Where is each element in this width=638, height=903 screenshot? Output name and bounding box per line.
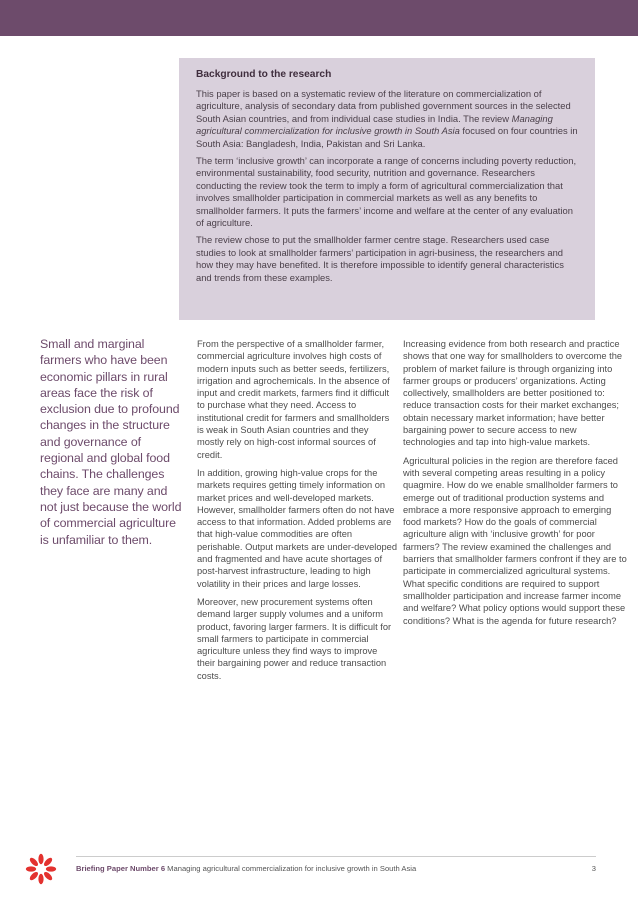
column-1-paragraph-3: Moreover, new procurement systems often demand larger supply volumes and a uniform product, favoring larger farmers. It is difficult for small farmers to participate in commercial agriculture unless they find ways to improve their bargaining power and reduce transaction costs. bbox=[197, 596, 392, 681]
background-box bbox=[179, 58, 595, 320]
page-number: 3 bbox=[591, 864, 596, 873]
body-column-2 bbox=[403, 338, 628, 633]
header-bar bbox=[0, 0, 638, 36]
column-1-paragraph-1: From the perspective of a smallholder farmer, commercial agriculture involves high costs of modern inputs such as better seeds, fertilizers, irrigation and agrochemicals. In the absence of input and credit markets, farmers find it difficult to purchase what they need. Access to institutional credit for farmers and smallholders is weak in South Asian countries and they mostly rely on high-cost informal sources of credit. bbox=[197, 339, 390, 460]
footer-title: Managing agricultural commercialization for inclusive growth in South Asia bbox=[167, 864, 417, 873]
briefing-paper-label: Briefing Paper Number 6 bbox=[76, 864, 166, 873]
column-2-paragraph-2: Agricultural policies in the region are therefore faced with several competing areas resulting in a policy quagmire. How do we enable smallholder farmers to emerge out of traditional production systems and embrace a more responsive approach to emerging food markets? How do the goals of commercial agriculture align with ‘inclusive growth’ for poor farmers? The review examined the challenges and barriers that smallholder farmers confront if they are to participate in commercialized agricultural systems. What specific conditions are required to support smallholder participation and increase farmer income and welfare? What policy options would support these conditions? What is the agenda for future research? bbox=[403, 455, 627, 626]
background-paragraph-1-text-a: This paper is based on a systematic review of the literature on commercialization of agriculture, analysis of secondary data from published government sources in the selected South Asian countries, and from individual case studies in India. The review bbox=[196, 88, 571, 124]
background-paragraph-1-text-b: focused on four countries in South Asia: Bangladesh, India, Pakistan and Sri Lanka. bbox=[196, 125, 578, 149]
background-paragraph-3: The review chose to put the smallholder farmer centre stage. Researchers used case studies to look at smallholder farmers’ participation in agri-business, the researchers and how they may have benefited. It is therefore impossible to identify general characteristics and trends from these examples. bbox=[196, 234, 564, 283]
pull-quote: Small and marginal farmers who have been economic pillars in rural areas face the risk of exclusion due to profound changes in the structure and governance of regional and global food chains. The challenges they face are many and not just because the world of commercial agriculture is unfamiliar to them. bbox=[40, 337, 182, 547]
body-column-1 bbox=[197, 338, 397, 688]
red-flower-icon bbox=[24, 852, 58, 886]
background-box-title: Background to the research bbox=[196, 69, 332, 80]
column-1-paragraph-2: In addition, growing high-value crops for the markets requires getting timely information on market prices and well-developed markets. However, smallholder farmers often do not have access to that information. Added problems are that high-value commodities are often perishable. Output markets are under-developed and fragmented and have acute shortages of post-harvest infrastructure, leading to high volatility in their prices and large losses. bbox=[197, 467, 398, 589]
background-paragraph-1 bbox=[196, 88, 581, 150]
background-paragraph-2: The term ‘inclusive growth’ can incorporate a range of concerns including poverty reduction, environmental sustainability, food security, nutrition and governance. Researchers conducting the review took the term to imply a form of agricultural commercialization that involves smallholder participation in commercial markets as well as any benefits to smallholder farmers. It puts the farmers’ income and welfare at the center of any evaluation of agriculture. bbox=[196, 155, 577, 229]
column-2-paragraph-1: Increasing evidence from both research and practice shows that one way for smallholders to overcome the problem of market failure is through organizing into farmer groups or producers’ organizations. Acting collectively, smallholders are better positioned to: reduce transaction costs for their market exchanges; obtain necessary market information; have better bargaining power to secure access to new technologies and tap into high-value markets. bbox=[403, 339, 623, 448]
footer bbox=[76, 864, 596, 874]
footer-divider bbox=[76, 856, 596, 857]
review-title-italic: Managing agricultural commercialization for inclusive growth in South Asia bbox=[196, 112, 553, 137]
